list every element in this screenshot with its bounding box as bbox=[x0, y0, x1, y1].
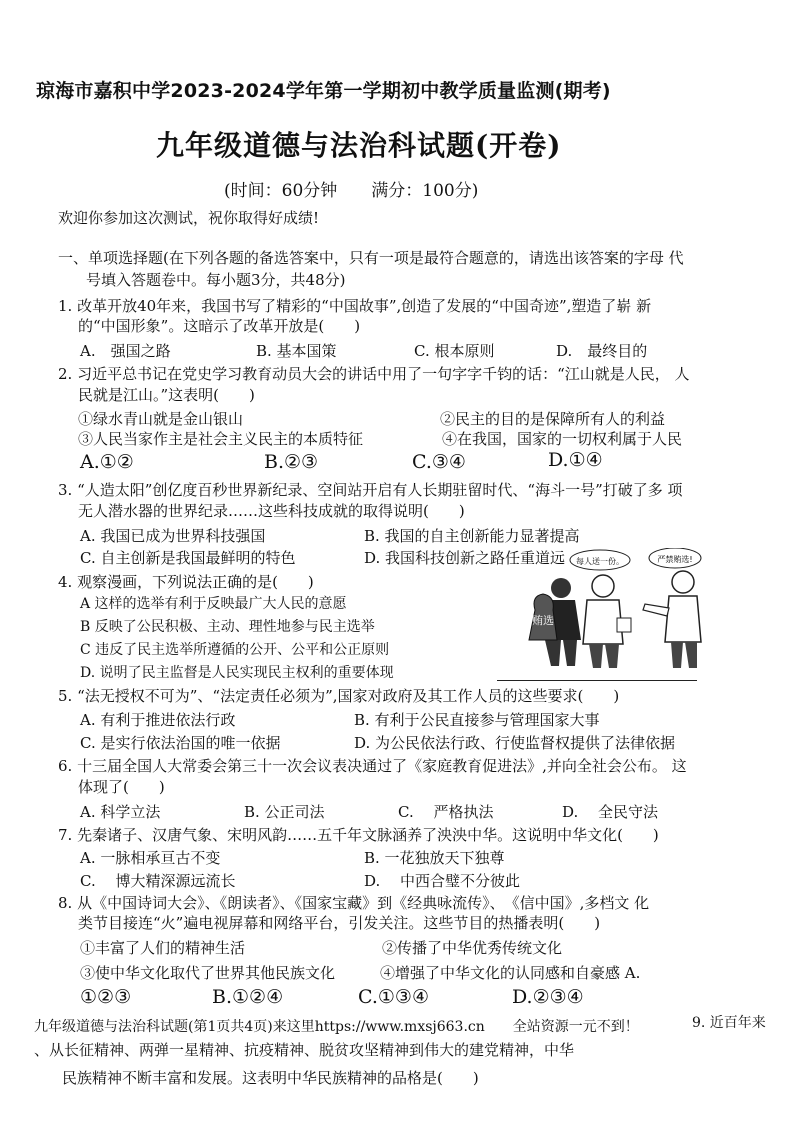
q1-option-c: C. 根本原则 bbox=[414, 342, 495, 360]
q6-stem: 6. 十三届全国人大常委会第三十一次会议表决通过了《家庭教育促进法》,并向全社会公布。 这 bbox=[58, 757, 687, 775]
q6-option-b: B. 公正司法 bbox=[244, 803, 325, 821]
q7-option-a: A. 一脉相承亘古不变 bbox=[80, 849, 221, 867]
q4-option-c: C 违反了民主选举所遵循的公开、公平和公正原则 bbox=[80, 642, 390, 658]
q1-option-a: A. 强国之路 bbox=[80, 342, 171, 360]
q5-option-c: C. 是实行依法治国的唯一依据 bbox=[80, 734, 281, 752]
q7-option-b: B. 一花独放天下独尊 bbox=[364, 849, 505, 867]
q8-stem: 8. 从《中国诗词大会》、《朗读者》、《国家宝藏》到《经典咏流传》、 《信中国》,多档文 化 bbox=[58, 894, 650, 912]
q8-option-b: B.①②④ bbox=[212, 986, 284, 1008]
q5-option-d: D. 为公民依法行政、行使监督权提供了法律依据 bbox=[354, 734, 676, 752]
q6-option-c: C. 严格执法 bbox=[398, 803, 494, 821]
page-footer: 九年级道德与法治科试题(第1页共4页)来这里https://www.mxsj663.cn 全站资源一元不到！ bbox=[34, 1019, 639, 1035]
q2-stem-line2: 民就是江山。”这表明( ) bbox=[78, 386, 255, 404]
q8-stem-line2: 类节目接连“火”遍电视屏幕和网络平台，引发关注。这些节目的热播表明( ) bbox=[78, 914, 601, 932]
q2-option-c: C.③④ bbox=[412, 451, 466, 473]
q2-statement-3: ③人民当家作主是社会主义民主的本质特征 bbox=[78, 430, 364, 448]
q8-option-c: C.①③④ bbox=[358, 986, 429, 1008]
election-bribery-cartoon bbox=[505, 548, 715, 674]
q7-option-c: C. 博大精深源远流长 bbox=[80, 872, 236, 890]
q2-stem: 2. 习近平总书记在党史学习教育动员大会的讲话中用了一句字字千钧的话：“江山就是人民， 人 bbox=[58, 365, 690, 383]
q1-stem-line2: 的“中国形象”。这暗示了改革开放是( ) bbox=[78, 317, 361, 335]
q9-stem-line2: 民族精神不断丰富和发展。这表明中华民族精神的品格是( ) bbox=[62, 1069, 479, 1087]
q6-option-a: A. 科学立法 bbox=[80, 803, 161, 821]
q3-option-a: A. 我国已成为世界科技强国 bbox=[80, 527, 266, 545]
school-exam-line: 琼海市嘉积中学2023-2024学年第一学期初中教学质量监测(期考) bbox=[36, 80, 611, 102]
q8-statement-1: ①丰富了人们的精神生活 bbox=[80, 939, 246, 957]
q5-stem: 5. “法无授权不可为”、“法定责任必须为”,国家对政府及其工作人员的这些要求( ) bbox=[58, 687, 620, 705]
speech-right: 严禁贿选! bbox=[657, 555, 693, 564]
q1-option-b: B. 基本国策 bbox=[256, 342, 337, 360]
q8-statement-4: ④增强了中华文化的认同感和自豪感 A. bbox=[380, 964, 641, 982]
exam-title: 九年级道德与法治科试题(开卷) bbox=[156, 129, 562, 162]
q3-stem-line2: 无人潜水器的世界纪录……这些科技成就的取得说明( ) bbox=[78, 502, 465, 520]
q2-option-a: A.①② bbox=[80, 451, 134, 473]
q9-number: 9. 近百年来 bbox=[692, 1015, 766, 1031]
q2-statement-2: ②民主的目的是保障所有人的利益 bbox=[440, 410, 666, 428]
section-heading: 一、单项选择题(在下列各题的备选答案中，只有一项是最符合题意的，请选出该答案的字母 代 bbox=[58, 249, 684, 267]
q2-statement-4: ④在我国，国家的一切权利属于人民 bbox=[442, 430, 683, 448]
q4-option-d: D. 说明了民主监督是人民实现民主权利的重要体现 bbox=[80, 665, 394, 681]
time-and-score: (时间：60分钟 满分：100分) bbox=[224, 181, 479, 201]
q9-stem: 、从长征精神、两弹一星精神、抗疫精神、脱贫攻坚精神到伟大的建党精神，中华 bbox=[34, 1041, 575, 1059]
q8-option-a: ①②③ bbox=[80, 986, 132, 1008]
q1-option-d: D. 最终目的 bbox=[556, 342, 648, 360]
section-heading-line2: 号填入答题卷中。每小题3分，共48分) bbox=[86, 271, 346, 289]
q7-option-d: D. 中西合璧不分彼此 bbox=[364, 872, 521, 890]
cartoon-underline bbox=[497, 680, 697, 681]
q5-option-b: B. 有利于公民直接参与管理国家大事 bbox=[354, 711, 600, 729]
q2-option-d: D.①④ bbox=[548, 449, 603, 471]
q6-option-d: D. 全民守法 bbox=[562, 803, 659, 821]
q4-option-a: A 这样的选举有利于反映最广大人民的意愿 bbox=[80, 596, 347, 612]
q3-option-c: C. 自主创新是我国最鲜明的特色 bbox=[80, 549, 296, 567]
q3-option-b: B. 我国的自主创新能力显著提高 bbox=[364, 527, 580, 545]
q8-option-d: D.②③④ bbox=[512, 986, 584, 1008]
q4-option-b: B 反映了公民积极、主动、理性地参与民主选举 bbox=[80, 619, 375, 635]
q2-option-b: B.②③ bbox=[264, 451, 319, 473]
welcome-text: 欢迎你参加这次测试，祝你取得好成绩! bbox=[58, 209, 320, 227]
q3-stem: 3. “人造太阳”创亿度百秒世界新纪录、空间站开启有人长期驻留时代、“海斗一号”打破了多 项 bbox=[58, 481, 683, 499]
q3-option-d: D. 我国科技创新之路任重道远 bbox=[364, 549, 566, 567]
q1-stem: 1. 改革开放40年来，我国书写了精彩的“中国故事”,创造了发展的“中国奇迹”,塑造了崭 新 bbox=[58, 297, 652, 315]
q7-stem: 7. 先秦诸子、汉唐气象、宋明风韵……五千年文脉涵养了泱泱中华。这说明中华文化( ) bbox=[58, 826, 659, 844]
q2-statement-1: ①绿水青山就是金山银山 bbox=[78, 410, 244, 428]
cartoon-illustration bbox=[505, 548, 715, 674]
q5-option-a: A. 有利于推进依法行政 bbox=[80, 711, 236, 729]
bag-label: 贿选 bbox=[532, 614, 554, 627]
speech-left: 每人送一份。 bbox=[576, 557, 624, 566]
q6-stem-line2: 体现了( ) bbox=[78, 778, 165, 796]
q8-statement-3: ③使中华文化取代了世界其他民族文化 bbox=[80, 964, 336, 982]
q4-stem: 4. 观察漫画，下列说法正确的是( ) bbox=[58, 573, 314, 591]
q8-statement-2: ②传播了中华优秀传统文化 bbox=[382, 939, 563, 957]
